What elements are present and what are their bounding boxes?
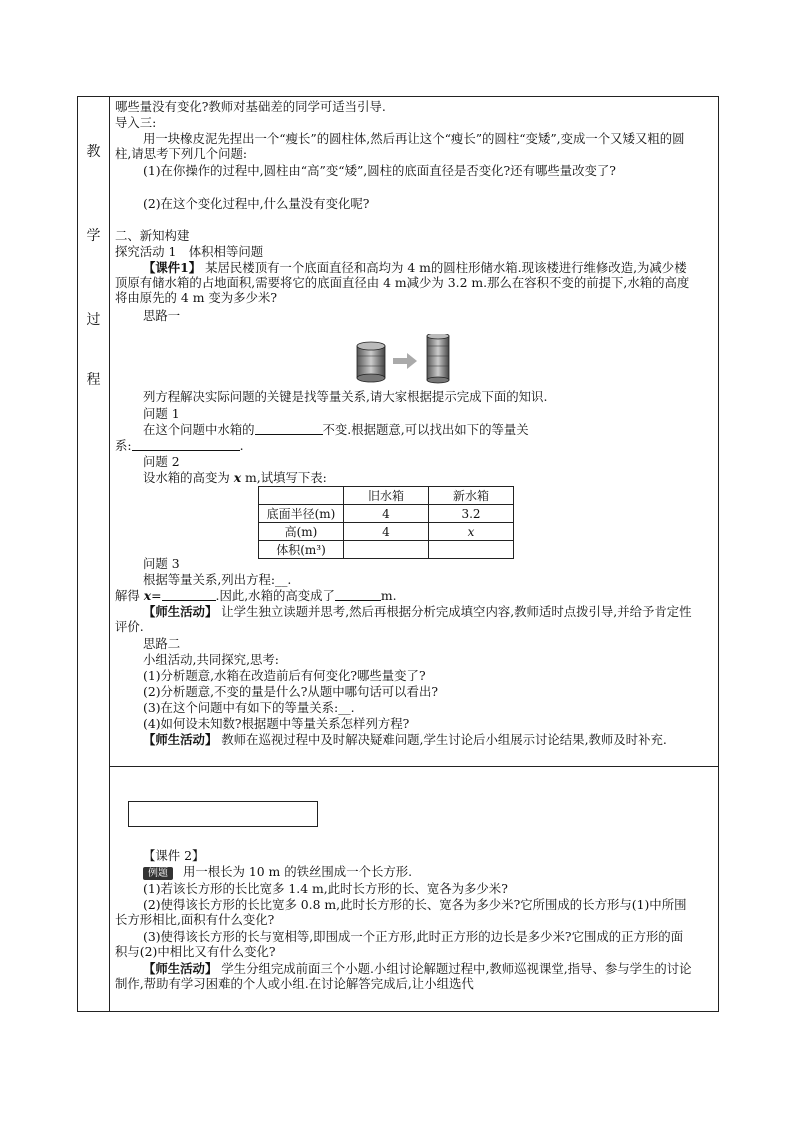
paragraph: 列方程解决实际问题的关键是找等量关系,请大家根据提示完成下面的知识. xyxy=(143,389,548,404)
paragraph-text: 教师在巡视过程中及时解决疑难问题,学生讨论后小组展示讨论结果,教师及时补充. xyxy=(221,732,667,747)
text-line: 思路一 xyxy=(143,308,181,323)
text-span: 用一根长为 10 m 的铁丝围成一个长方形. xyxy=(182,864,413,879)
paragraph: (3)使得该长方形的长与宽相等,即围成一个正方形,此时正方形的边长是多少米?它围成的正方形的面积与(2)中相比又有什么变化? xyxy=(115,929,684,959)
fill-blank[interactable] xyxy=(335,589,381,601)
paragraph xyxy=(115,961,695,1007)
text-line: 问题 1 xyxy=(143,406,180,421)
text-span: m. xyxy=(380,588,397,603)
fill-blank[interactable] xyxy=(255,423,323,435)
text-line: (2)在这个变化过程中,什么量没有变化呢? xyxy=(143,196,370,211)
table-cell: x xyxy=(429,523,514,541)
paragraph-text: 让学生独立读题并思考,然后再根据分析完成填空内容,教师适时点拨引导,并给予肯定性评价. xyxy=(115,604,692,634)
table-cell[interactable] xyxy=(344,541,429,559)
table-header: 新水箱 xyxy=(429,487,514,505)
paragraph-text: 某居民楼顶有一个底面直径和高均为 4 m的圆柱形储水箱.现该楼进行维修改造,为减少楼顶原有储水箱的占地面积,需要将它的底面直径由 4 m减少为 3.2 m.那么在容积不变的前提下,水箱的高度将由原先的 4 m 变为多少米? xyxy=(115,260,690,305)
text-line: 小组活动,共同探究,思考: xyxy=(143,652,279,667)
text-line: 问题 2 xyxy=(143,454,180,469)
variable: x xyxy=(233,470,242,485)
table-cell: 4 xyxy=(344,505,429,523)
side-label-column xyxy=(78,97,110,1011)
text-span: m,试填写下表: xyxy=(245,470,327,485)
text-line: (1)若该长方形的长比宽多 1.4 m,此时长方形的长、宽各为多少米? xyxy=(143,881,508,896)
table-cell[interactable] xyxy=(429,541,514,559)
side-label-char: 教 xyxy=(86,144,101,160)
fill-blank[interactable] xyxy=(162,589,216,601)
text-span: 系: xyxy=(115,438,132,453)
text-span: .因此,水箱的高变成了 xyxy=(215,588,335,603)
paragraph xyxy=(115,260,695,305)
table-header xyxy=(259,487,344,505)
table-cell: 3.2 xyxy=(429,505,514,523)
text-line: 根据等量关系,列出方程:__. xyxy=(143,572,292,587)
short-cylinder-icon xyxy=(357,342,385,382)
variable: x xyxy=(143,588,152,603)
paragraph: (2)使得该长方形的长比宽多 0.8 m,此时长方形的长、宽各为多少米?它所围成的长方形与(1)中所围长方形相比,面积有什么变化? xyxy=(115,897,687,927)
side-label-char: 程 xyxy=(86,372,101,388)
paragraph: 用一块橡皮泥先捏出一个“瘦长”的圆柱体,然后再让这个“瘦长”的圆柱“变矮”,变成一个又矮又粗的圆柱,请思考下列几个问题: xyxy=(115,131,685,161)
side-label-char: 学 xyxy=(86,228,101,244)
tall-cylinder-icon xyxy=(427,334,449,383)
example-badge: 例题 xyxy=(143,867,173,880)
table-cell: 体积(m³) xyxy=(259,541,344,559)
fill-blank[interactable] xyxy=(132,439,240,451)
paragraph-text: 学生分组完成前面三个小题.小组讨论解题过程中,教师巡视课堂,指导、参与学生的讨论制作,帮助有学习困难的个人或小组.在讨论解答完成后,让小组选代 xyxy=(115,961,692,991)
text-line: 哪些量没有变化?教师对基础差的同学可适当引导. xyxy=(115,99,386,114)
activity-heading: 探究活动 1 体积相等问题 xyxy=(115,244,264,259)
section-heading: 二、新知构建 xyxy=(115,228,190,243)
text-line: (1)分析题意,水箱在改造前后有何变化?哪些量变了? xyxy=(143,668,426,683)
table-cell: 底面半径(m) xyxy=(259,505,344,523)
text-span: 设水箱的高变为 xyxy=(143,470,230,485)
paragraph xyxy=(115,732,695,747)
text-line: 系: . xyxy=(115,438,244,453)
activity-2-box xyxy=(128,801,318,827)
text-span: 在这个问题中水箱的 xyxy=(143,422,255,437)
section-divider xyxy=(109,766,718,767)
text-line: 问题 3 xyxy=(143,556,180,571)
text-line: (2)分析题意,不变的量是什么?从题中哪句话可以看出? xyxy=(143,684,438,699)
text-line xyxy=(115,588,397,603)
table-cell: 高(m) xyxy=(259,523,344,541)
tag-label: 【师生活动】 xyxy=(143,732,218,747)
volume-table xyxy=(258,486,514,559)
table-header: 旧水箱 xyxy=(344,487,429,505)
paragraph: (1)在你操作的过程中,圆柱由“高”变“矮”,圆柱的底面直径是否变化?还有哪些量改变了? xyxy=(143,163,616,178)
arrow-right-icon xyxy=(393,353,417,369)
cylinder-illustration xyxy=(347,334,467,384)
text-line: 【课件 2】 xyxy=(143,848,205,863)
text-line xyxy=(143,864,412,880)
text-line xyxy=(143,470,327,485)
text-line: (4)如何设未知数?根据题中等量关系怎样列方程? xyxy=(143,716,410,731)
text-span: 解得 xyxy=(115,588,140,603)
text-line: 思路二 xyxy=(143,636,181,651)
tag-label: 【师生活动】 xyxy=(143,604,218,619)
paragraph xyxy=(115,604,695,634)
text-span: 不变.根据题意,可以找出如下的等量关 xyxy=(322,422,529,437)
text-line xyxy=(143,422,529,437)
table-cell: 4 xyxy=(344,523,429,541)
tag-label: 【师生活动】 xyxy=(143,961,218,976)
tag-label: 【课件1】 xyxy=(143,260,202,275)
side-label-char: 过 xyxy=(86,312,101,328)
text-line: 导入三: xyxy=(115,115,157,130)
text-span: = xyxy=(151,588,162,603)
text-line: (3)在这个问题中有如下的等量关系:__. xyxy=(143,700,355,715)
